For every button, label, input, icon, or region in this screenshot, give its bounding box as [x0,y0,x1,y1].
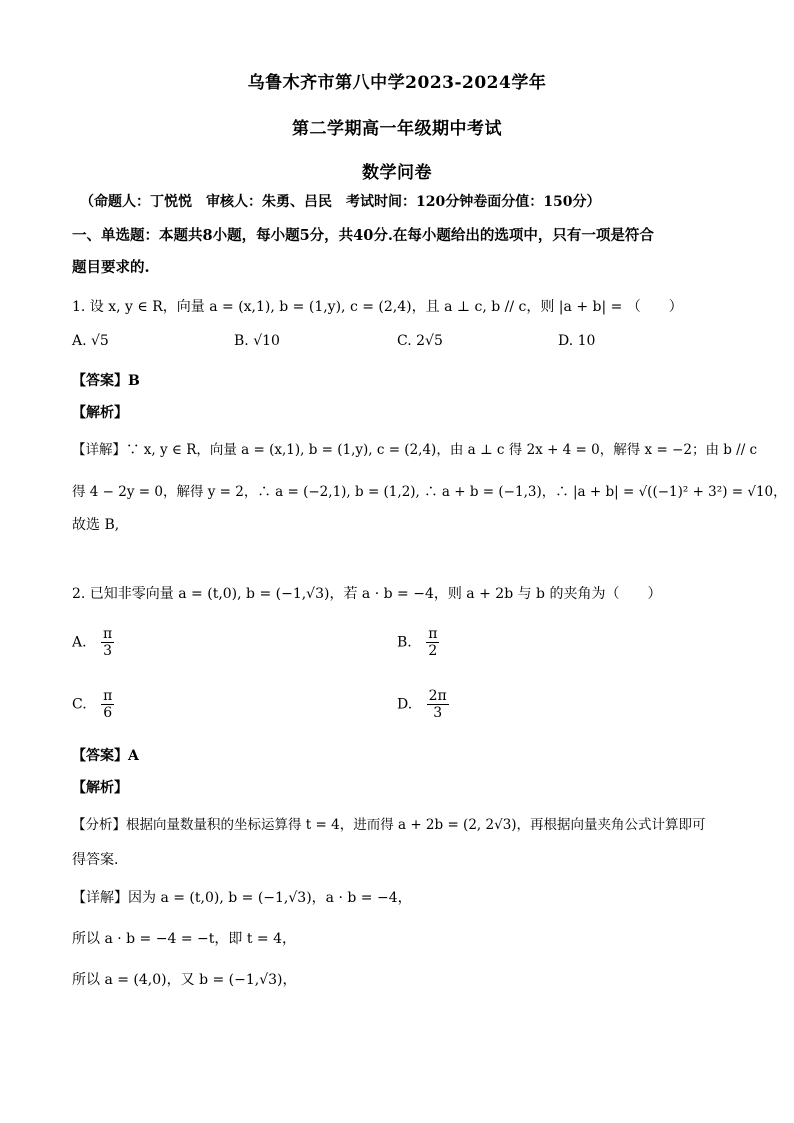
question-2-stem: 2. 已知非零向量 a = (t,0), b = (−1,√3)，若 a · b = −4，则 a + 2b 与 b 的夹角为（ ） [72,586,662,602]
fraction-denominator: 6 [103,705,113,722]
option-a-fraction [101,626,114,659]
fraction-denominator: 3 [103,643,113,660]
question-2-answer: 【答案】A [72,748,139,764]
question-1-stem: 1. 设 x, y ∈ R，向量 a = (x,1), b = (1,y), c = (2,4)，且 a ⊥ c, b // c，则 |a + b| = （ ） [72,299,683,315]
option-b-label: B. [397,634,412,651]
exam-title-school: 乌鲁木齐市第八中学2023-2024学年 [247,73,547,93]
question-1-answer: 【答案】B [72,373,140,389]
question-2-option-d [397,688,449,721]
question-2-option-a [72,626,114,659]
section-heading-line1: 一、单选题：本题共8小题，每小题5分，共40分.在每小题给出的选项中，只有一项是符合 [72,227,654,244]
option-d-label: D. [397,696,413,713]
question-1-detail-line1: 【详解】∵ x, y ∈ R，向量 a = (x,1), b = (1,y), c = (2,4)，由 a ⊥ c 得 2x + 4 = 0，解得 x = −2；由 b // c [72,442,758,458]
question-1-option-a: A. √5 [72,333,109,349]
option-c-fraction [101,688,114,721]
question-2-detail-line2: 所以 a · b = −4 = −t，即 t = 4， [72,931,296,947]
question-2-fenxi-line1: 【分析】根据向量数量积的坐标运算得 t = 4，进而得 a + 2b = (2, 2√3)，再根据向量夹角公式计算即可 [72,817,706,833]
question-1-detail-line3: 故选 B, [72,517,120,533]
question-1-option-c: C. 2√5 [397,333,443,349]
question-1-analysis-label: 【解析】 [72,405,128,421]
question-2-analysis-label: 【解析】 [72,780,128,796]
option-a-label: A. [72,634,87,651]
fraction-numerator: π [428,626,438,642]
option-b-fraction [426,626,439,659]
fraction-numerator: π [103,626,113,642]
exam-meta-info: （命题人：丁悦悦 审核人：朱勇、吕民 考试时间：120分钟卷面分值：150分） [80,194,601,210]
fraction-denominator: 3 [433,705,443,722]
question-2-fenxi-line2: 得答案. [72,852,119,868]
option-d-fraction [427,688,449,721]
question-1-detail-line2: 得 4 − 2y = 0，解得 y = 2，∴ a = (−2,1), b = (1,2), ∴ a + b = (−1,3)，∴ |a + b| = √((−1)² + 3²) = √10， [72,484,787,500]
question-2-option-c [72,688,114,721]
question-2-detail-line3: 所以 a = (4,0)，又 b = (−1,√3)， [72,972,297,988]
question-2-option-b [397,626,439,659]
exam-title-subject: 数学问卷 [362,163,432,183]
question-1-option-d: D. 10 [558,333,596,349]
exam-title-term: 第二学期高一年级期中考试 [292,119,502,139]
section-heading-line2: 题目要求的. [72,259,150,276]
fraction-numerator: 2π [428,688,447,704]
fraction-numerator: π [103,688,113,704]
question-2-detail-line1: 【详解】因为 a = (t,0), b = (−1,√3)，a · b = −4， [72,890,412,906]
question-1-option-b: B. √10 [234,333,280,349]
fraction-denominator: 2 [428,643,438,660]
option-c-label: C. [72,696,87,713]
